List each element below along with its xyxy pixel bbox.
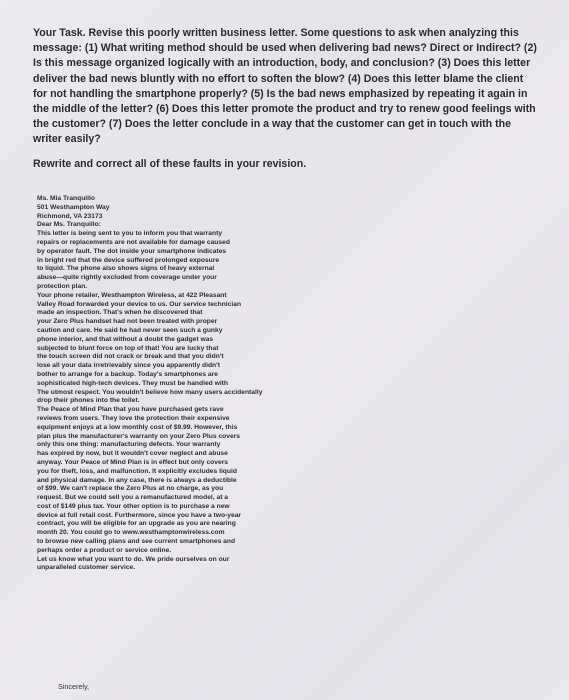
- letter-line: drop their phones into the toilet.: [37, 397, 140, 405]
- letter-line: has expired by now, but it wouldn't cover neglect and abuse: [37, 450, 228, 458]
- letter-line: 501 Westhampton Way: [37, 203, 110, 211]
- letter-line: Ms. Mia Tranquillo: [37, 195, 95, 202]
- letter-line: plan plus the manufacturer's warranty on your Zero Plus covers: [37, 432, 241, 440]
- letter-line: protection plan.: [37, 282, 88, 290]
- letter-line: to liquid. The phone also shows signs of heavy external: [37, 265, 215, 273]
- letter-line: Valley Road forwarded your device to us. Our service technician: [37, 300, 242, 308]
- letter-line: sophisticated high-tech devices. They must be handled with: [37, 379, 228, 387]
- letter-line: repairs or replacements are not available for damage caused: [37, 238, 230, 246]
- letter-line: made an inspection. That's when he discovered that: [37, 309, 203, 317]
- letter-line: unparalleled customer service.: [37, 564, 136, 572]
- letter-line: caution and care. He said he had never seen such a gunky: [37, 326, 223, 334]
- instruction-line: Rewrite and correct all of these faults in your revision.: [33, 158, 307, 170]
- letter-line: anyway. Your Peace of Mind Plan is in effect but only covers: [37, 458, 229, 466]
- letter-line: Richmond, VA 23173: [37, 212, 103, 220]
- letter-body: [37, 195, 337, 573]
- letter-line: month 20. You could go to www.westhamptonwireless.com: [37, 529, 225, 537]
- letter-line: lose all your data irretrievably since you apparently didn't: [37, 362, 220, 370]
- letter-signoff: Sincerely,: [58, 682, 90, 691]
- letter-line: Let us know what you want to do. We pride ourselves on our: [37, 555, 230, 563]
- letter-line: The utmost respect. You wouldn't believe how many users accidentally: [37, 388, 263, 396]
- letter-line: Dear Ms. Tranquillo:: [37, 221, 101, 229]
- letter-line: the touch screen did not crack or break and that you didn't: [37, 353, 224, 361]
- letter-line: abuse—quite rightly excluded from coverage under your: [37, 274, 217, 282]
- letter-line: and physical damage. In any case, there is always a deductible: [37, 476, 237, 484]
- letter-line: you for theft, loss, and malfunction. It explicitly excludes liquid: [37, 467, 237, 475]
- letter-line: only this one thing: manufacturing defects. Your warranty: [37, 441, 221, 449]
- letter-line: by operator fault. The dot inside your smartphone indicates: [37, 247, 227, 255]
- letter-line: The Peace of Mind Plan that you have purchased gets rave: [37, 406, 224, 414]
- letter-line: request. But we could sell you a remanufactured model, at a: [37, 494, 229, 502]
- letter-line: Your phone retailer, Westhampton Wireless, at 422 Pleasant: [37, 291, 227, 299]
- letter-line: in bright red that the device suffered prolonged exposure: [37, 256, 220, 264]
- task-paragraph: Your Task. Revise this poorly written business letter. Some questions to ask when analyzing this message: (1) What writing method should be used when delivering bad news? Direct or Indirect? (2) Is this message organized logically with an introduction, body, and conclusion? (3) Does this letter deliver the bad news bluntly with no effort to soften the blow? (4) Does this letter blame the client for not handling the smartphone properly? (5) Is the bad news emphasized by repeating it again in the middle of the letter? (6) Does this letter promote the product and try to renew good feelings with the customer? (7) Does the letter conclude in a way that the customer can get in touch with the writer easily?: [33, 27, 537, 146]
- letter-line: equipment enjoys at a low monthly cost of $9.99. However, this: [37, 423, 238, 431]
- letter-line: device at full retail cost. Furthermore, since you have a two-year: [37, 511, 242, 519]
- letter-line: bother to arrange for a backup. Today's smartphones are: [37, 370, 218, 378]
- letter-line: contract, you will be eligible for an upgrade as you are nearing: [37, 520, 236, 528]
- letter-line: This letter is being sent to you to inform you that warranty: [37, 230, 223, 238]
- letter-line: subjected to blunt force on top of that! You are lucky that: [37, 344, 219, 352]
- letter-line: your Zero Plus handset had not been treated with proper: [37, 318, 218, 326]
- letter-line: phone interior, and that without a doubt the gadget was: [37, 335, 214, 343]
- letter-line: perhaps order a product or service online.: [37, 546, 172, 554]
- letter-line: to browse new calling plans and see current smartphones and: [37, 538, 236, 546]
- letter-line: reviews from users. They love the protection their expensive: [37, 414, 230, 422]
- letter-line: cost of $149 plus tax. Your other option is to purchase a new: [37, 502, 230, 510]
- letter-line: of $99. We can't replace the Zero Plus at no charge, as you: [37, 485, 224, 493]
